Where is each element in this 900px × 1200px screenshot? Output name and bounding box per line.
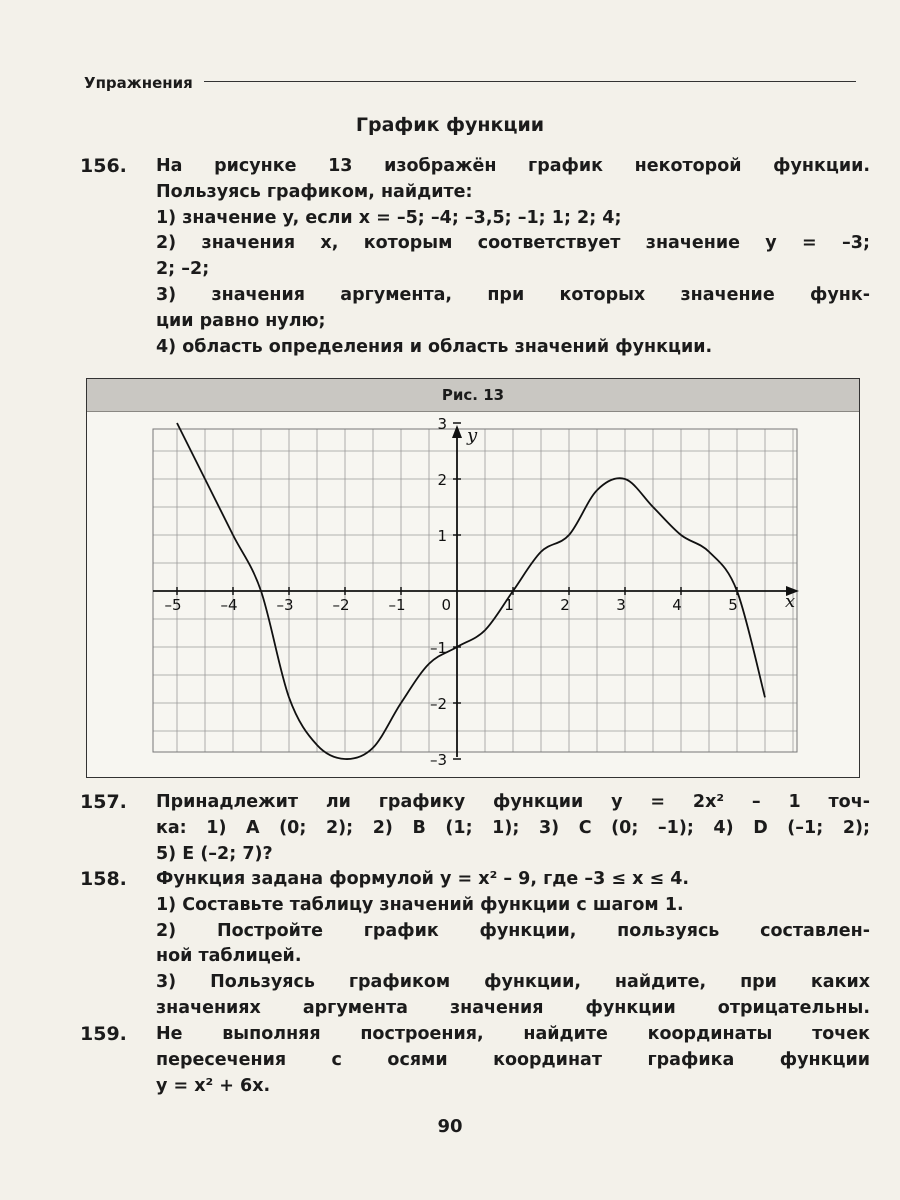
header-rule — [204, 81, 856, 82]
page-number: 90 — [437, 1116, 463, 1137]
exercise-line: Функция задана формулой y = x² – 9, где –3 ≤ x ≤ 4. — [156, 869, 690, 889]
function-graph — [87, 379, 859, 777]
exercise-156 — [80, 154, 870, 360]
exercise-line: 2; –2; — [156, 259, 210, 280]
exercise-number: 158. — [80, 868, 127, 890]
exercise-body — [156, 867, 870, 1022]
exercise-number: 156. — [80, 155, 127, 177]
origin-label: 0 — [441, 596, 451, 614]
x-tick-label: 1 — [504, 596, 514, 614]
x-tick-label: –4 — [220, 596, 238, 614]
exercise-line: Не выполняя построения, найдите координаты точек — [156, 1024, 870, 1044]
figure-13 — [86, 378, 860, 778]
exercise-number: 159. — [80, 1023, 127, 1045]
exercise-159 — [80, 1022, 870, 1099]
y-tick-label: 1 — [437, 527, 447, 545]
exercise-line: 1) значение y, если x = –5; –4; –3,5; –1; 1; 2; 4; — [156, 207, 622, 228]
header-section-label: Упражнения — [84, 74, 193, 92]
exercise-157 — [80, 790, 870, 867]
y-tick-label: –3 — [429, 751, 447, 769]
exercise-line: ка: 1) A (0; 2); 2) B (1; 1); 3) C (0; –1); 4) D (–1; 2); — [156, 817, 870, 838]
exercise-line: 3) Пользуясь графиком функции, найдите, при каких — [156, 972, 870, 993]
x-axis-label: x — [785, 591, 796, 612]
exercise-line: На рисунке 13 изображён график некоторой функции. — [156, 156, 870, 176]
exercise-line: ции равно нулю; — [156, 310, 326, 331]
y-axis-arrow-icon — [452, 425, 462, 438]
x-tick-label: –1 — [388, 596, 406, 614]
exercise-line: 3) значения аргумента, при которых значение функ- — [156, 284, 870, 305]
figure-caption: Рис. 13 — [441, 386, 505, 404]
y-tick-label: 2 — [437, 471, 447, 489]
y-axis-label: y — [467, 425, 478, 446]
x-tick-label: 5 — [728, 596, 738, 614]
exercise-line: значениях аргумента значения функции отрицательны. — [156, 997, 870, 1018]
exercise-158 — [80, 867, 870, 1022]
exercise-body — [156, 154, 870, 360]
y-tick-label: –1 — [429, 639, 447, 657]
exercise-line: пересечения с осями координат графика функции — [156, 1049, 870, 1070]
exercise-line: Пользуясь графиком, найдите: — [156, 181, 473, 202]
x-tick-label: –2 — [332, 596, 350, 614]
exercise-body — [156, 1022, 870, 1099]
exercise-line: 2) значения x, которым соответствует значение y = –3; — [156, 233, 870, 254]
exercise-line: 5) E (–2; 7)? — [156, 843, 273, 864]
x-tick-label: –5 — [164, 596, 182, 614]
exercise-line: Принадлежит ли графику функции y = 2x² – 1 точ- — [156, 792, 870, 812]
exercise-line: ной таблицей. — [156, 946, 302, 967]
x-tick-label: 4 — [672, 596, 682, 614]
x-tick-label: –3 — [276, 596, 294, 614]
exercise-body — [156, 790, 870, 867]
exercise-line: 4) область определения и область значений функции. — [156, 336, 713, 357]
exercise-line: 2) Постройте график функции, пользуясь составлен- — [156, 920, 870, 941]
exercise-line: 1) Составьте таблицу значений функции с шагом 1. — [156, 894, 684, 915]
exercise-line: y = x² + 6x. — [156, 1075, 271, 1096]
x-tick-label: 3 — [616, 596, 626, 614]
y-tick-label: 3 — [437, 415, 447, 433]
section-title: График функции — [355, 114, 545, 136]
exercise-number: 157. — [80, 791, 127, 813]
y-tick-label: –2 — [429, 695, 447, 713]
x-tick-label: 2 — [560, 596, 570, 614]
